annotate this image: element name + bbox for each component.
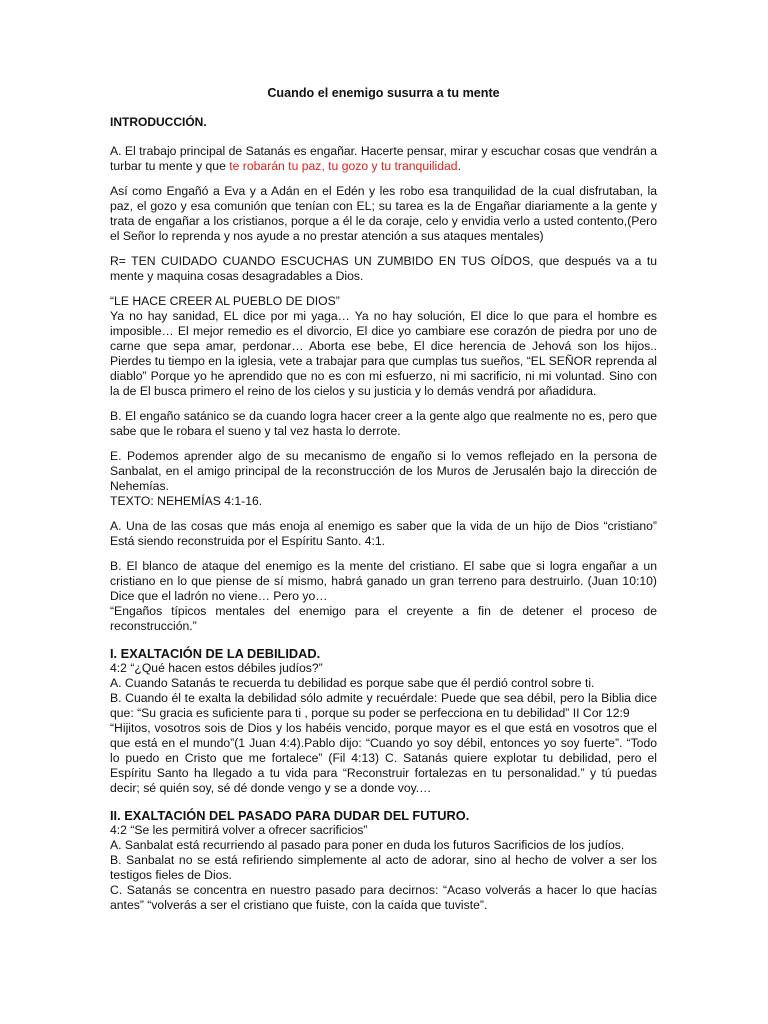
section-heading-1: I. EXALTACIÓN DE LA DEBILIDAD. — [110, 646, 321, 661]
intro-heading: INTRODUCCIÓN. — [110, 115, 207, 129]
section1-point-b: B. Cuando él te exalta la debilidad sólo admite y recuérdale: Puede que sea débil, pero la Biblia dice que: “Su gracia es suficiente para ti , porque su poder se perfecciona en tu debilidad” II Cor 12:9 — [110, 691, 657, 720]
section2-point-c: C. Satanás se concentra en nuestro pasado para decirnos: “Acaso volverás a hacer lo que hacías antes” “volverás a ser el cristiano que fuiste, con la caída que tuviste”. — [110, 883, 657, 912]
paragraph-a-reconstruction: A. Una de las cosas que más enoja al enemigo es saber que la vida de un hijo de Dios “cristiano” Está siendo reconstruida por el Espíritu Santo. 4:1. — [110, 519, 657, 548]
section2-point-b: B. Sanbalat no se está refiriendo simplemente al acto de adorar, sino al hecho de volver a ser los testigos fieles de Dios. — [110, 853, 657, 882]
highlighted-text: te robarán tu paz, tu gozo y tu tranquilidad — [229, 159, 458, 173]
paragraph-eden: Así como Engañó a Eva y a Adán en el Edén y les robo esa tranquilidad de la cual disfrutaban, la paz, el gozo y esa comunión que tenían con EL; su tarea es la de Engañar diariamente a la gente y trata de engañar a los cristianos, porque a él le da coraje, celo y envidia verlo a usted contento,(Pero el Señor lo reprenda y nos ayude a no prestar atención a sus ataques mentales) — [110, 184, 657, 243]
paragraph-e-sanbalat: E. Podemos aprender algo de su mecanismo de engaño si lo vemos reflejado en la persona de Sanbalat, en el amigo principal de la reconstrucción de los Muros de Jerusalén bajo la dirección de Nehemías. — [110, 449, 657, 493]
scripture-reference: TEXTO: NEHEMÍAS 4:1-16. — [110, 494, 263, 508]
section1-quote: “Hijitos, vosotros sois de Dios y los habéis vencido, porque mayor es el que está en vosotros que el que está en el mundo”(1 Juan 4:4).Pablo dijo: “Cuando yo soy débil, entonces yo soy fuerte”. “Todo lo puedo en Cristo que me fortalece” (Fil 4:13) C. Satanás quiere explotar tu debilidad, pero el Espíritu Santo ha llegado a tu vida para “Reconstruir fortalezas en tu personalidad.” y tú puedas decir; sé quién soy, sé dé donde vengo y se a donde voy.… — [110, 721, 657, 795]
section-heading-2: II. EXALTACIÓN DEL PASADO PARA DUDAR DEL FUTURO. — [110, 808, 470, 823]
section2-verse: 4:2 “Se les permitirá volver a ofrecer sacrificios” — [110, 823, 368, 837]
section2-point-a: A. Sanbalat está recurriendo al pasado para poner en duda los futuros Sacrificios de los judíos. — [110, 838, 625, 852]
paragraph-intro-a — [110, 144, 657, 174]
quote-heading: “LE HACE CREER AL PUEBLO DE DIOS” — [110, 294, 340, 308]
paragraph-lies: Ya no hay sanidad, EL dice por mi yaga… Ya no hay solución, El dice lo que para el hombre es imposible… El mejor remedio es el divorcio, El dice yo cambiare ese corazón de piedra por uno de carne que sepa amar, perdonar… Aborta ese bebe, El dice herencia de Jehová son los hijos.. Pierdes tu tiempo en la iglesia, vete a trabajar para que cumplas tus sueños, “EL SEÑOR reprenda al diablo” Porque yo he aprendido que no es con mi esfuerzo, ni mi sacrificio, ni mi voluntad. Sino con la de El busca primero el reino de los cielos y su justicia y lo demás vendrá por añadidura. — [110, 309, 657, 398]
document-page — [110, 86, 657, 913]
paragraph-text-end: . — [457, 159, 461, 173]
paragraph-text: A. El trabajo principal de Satanás es engañar. Hacerte pensar, mirar y escuchar cosas que vendrán a turbar tu mente y que — [110, 144, 657, 173]
paragraph-b-mind: B. El blanco de ataque del enemigo es la mente del cristiano. El sabe que si logra engañar a un cristiano en lo que piense de sí mismo, habrá ganado un gran terreno para destruirlo. (Juan 10:10) Dice que el ladrón no viene… Pero yo… — [110, 559, 657, 603]
paragraph-typical-lies: “Engaños típicos mentales del enemigo para el creyente a fin de detener el proceso de reconstrucción.” — [110, 604, 657, 633]
document-title: Cuando el enemigo susurra a tu mente — [267, 86, 500, 100]
paragraph-warning: R= TEN CUIDADO CUANDO ESCUCHAS UN ZUMBIDO EN TUS OÍDOS, que después va a tu mente y maquina cosas desagradables a Dios. — [110, 254, 657, 283]
paragraph-b-deception: B. El engaño satánico se da cuando logra hacer creer a la gente algo que realmente no es, pero que sabe que le robara el sueno y tal vez hasta lo derrote. — [110, 409, 657, 438]
section1-verse: 4:2 “¿Qué hacen estos débiles judíos?” — [110, 661, 323, 675]
section1-point-a: A. Cuando Satanás te recuerda tu debilidad es porque sabe que él perdió control sobre ti. — [110, 676, 595, 690]
